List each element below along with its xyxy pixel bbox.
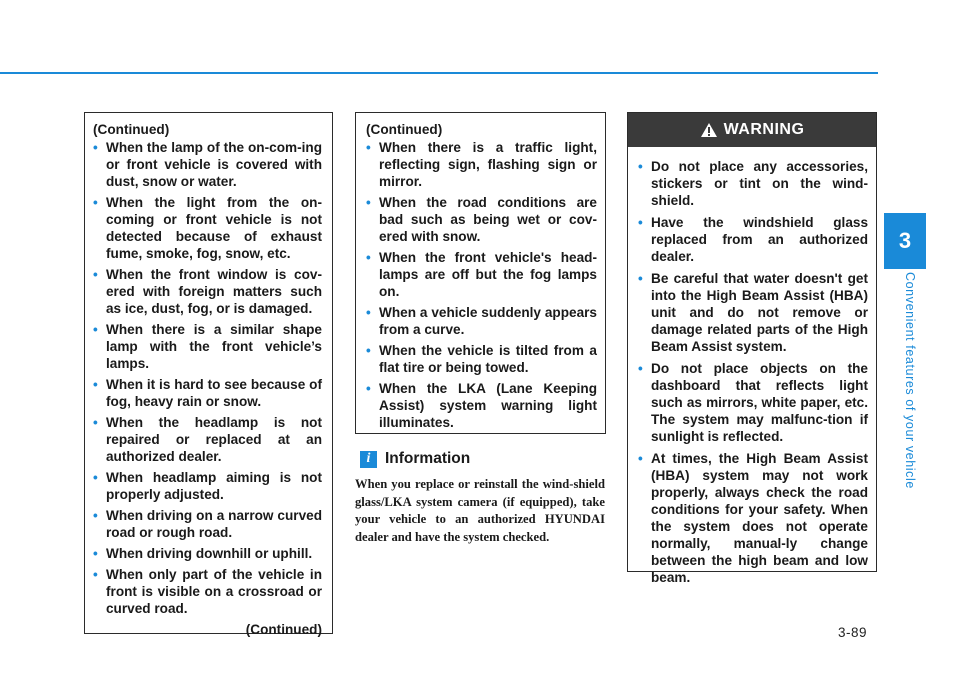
list-item: • When there is a similar shape lamp with the front vehicle’s lamps. (93, 322, 322, 371)
bullet-icon: • (366, 140, 371, 155)
list-item: • Be careful that water doesn't get into the High Beam Assist (HBA) unit and do not remove or damage related parts of the High Beam Assist system. (638, 271, 868, 354)
list-item: • At times, the High Beam Assist (HBA) system may not work properly, always check the road conditions for your safety. When the system does not operate normally, manual-ly change between the high beam and low beam. (638, 451, 868, 585)
condition-list-2 (366, 139, 597, 431)
list-item: • When the front window is cov-ered with foreign matters such as ice, dust, fog, or is damaged. (93, 267, 322, 316)
warning-box (627, 112, 877, 585)
list-item: • When the front vehicle's head-lamps are off but the fog lamps on. (366, 250, 597, 299)
bullet-icon: • (93, 508, 98, 523)
information-heading (360, 450, 470, 468)
warning-triangle-icon (700, 122, 718, 138)
list-item: • Do not place objects on the dashboard that reflects light such as mirrors, white paper, etc. The system may malfunc-tion if sunlight is reflected. (638, 361, 868, 444)
bullet-icon: • (93, 470, 98, 485)
bullet-icon: • (93, 546, 98, 561)
bullet-icon: • (93, 415, 98, 430)
bullet-icon: • (638, 361, 643, 376)
bullet-icon: • (93, 567, 98, 582)
info-icon: i (360, 451, 377, 468)
continued-label: (Continued) (366, 122, 443, 137)
list-item: • When the vehicle is tilted from a flat tire or being towed. (366, 343, 597, 375)
bullet-icon: • (638, 159, 643, 174)
list-item: • When driving on a narrow curved road or rough road. (93, 508, 322, 540)
list-item: • Have the windshield glass replaced from an authorized dealer. (638, 215, 868, 264)
bullet-icon: • (93, 377, 98, 392)
list-item: • When the lamp of the on-com-ing or front vehicle is covered with dust, snow or water. (93, 140, 322, 189)
list-item: • When only part of the vehicle in front is visible on a crossroad or curved road. (93, 567, 322, 616)
bullet-icon: • (93, 140, 98, 155)
bullet-icon: • (638, 451, 643, 466)
top-rule (0, 72, 878, 74)
list-item: • When a vehicle suddenly appears from a curve. (366, 305, 597, 337)
bullet-icon: • (93, 322, 98, 337)
bullet-icon: • (93, 195, 98, 210)
bullet-icon: • (638, 271, 643, 286)
condition-list-1 (93, 139, 322, 617)
bullet-icon: • (366, 195, 371, 210)
list-item: • When it is hard to see because of fog, heavy rain or snow. (93, 377, 322, 409)
continued-label: (Continued) (93, 122, 170, 137)
chapter-title: Convenient features of your vehicle (903, 272, 917, 489)
bullet-icon: • (366, 250, 371, 265)
continued-list-box-2 (355, 112, 606, 434)
warning-list (638, 158, 868, 586)
bullet-icon: • (366, 381, 371, 396)
page-number: 3-89 (838, 625, 868, 640)
bullet-icon: • (366, 343, 371, 358)
warning-header (628, 113, 876, 147)
information-title: Information (385, 450, 471, 467)
continued-list-box-1 (84, 112, 333, 637)
information-text: When you replace or reinstall the wind-shield glass/LKA system camera (if equipped), take your vehicle to an authorized HYUNDAI dealer and have the system checked. (355, 477, 605, 544)
warning-title: WARNING (723, 121, 805, 138)
bullet-icon: • (366, 305, 371, 320)
list-item: • When driving downhill or uphill. (93, 546, 313, 561)
list-item: • When the LKA (Lane Keeping Assist) system warning light illuminates. (366, 381, 597, 430)
list-item: • When the headlamp is not repaired or replaced at an authorized dealer. (93, 415, 322, 464)
list-item: • When the road conditions are bad such as being wet or cov-ered with snow. (366, 195, 597, 244)
bullet-icon: • (93, 267, 98, 282)
list-item: • Do not place any accessories, stickers or tint on the wind-shield. (638, 159, 868, 208)
continued-end-label: (Continued) (245, 622, 322, 637)
bullet-icon: • (638, 215, 643, 230)
list-item: • When there is a traffic light, reflecting sign, flashing sign or mirror. (366, 140, 597, 189)
list-item: • When headlamp aiming is not properly adjusted. (93, 470, 322, 502)
list-item: • When the light from the on-coming or front vehicle is not detected because of exhaust fume, smoke, fog, snow, etc. (93, 195, 322, 261)
chapter-tab: 3 (884, 213, 926, 269)
